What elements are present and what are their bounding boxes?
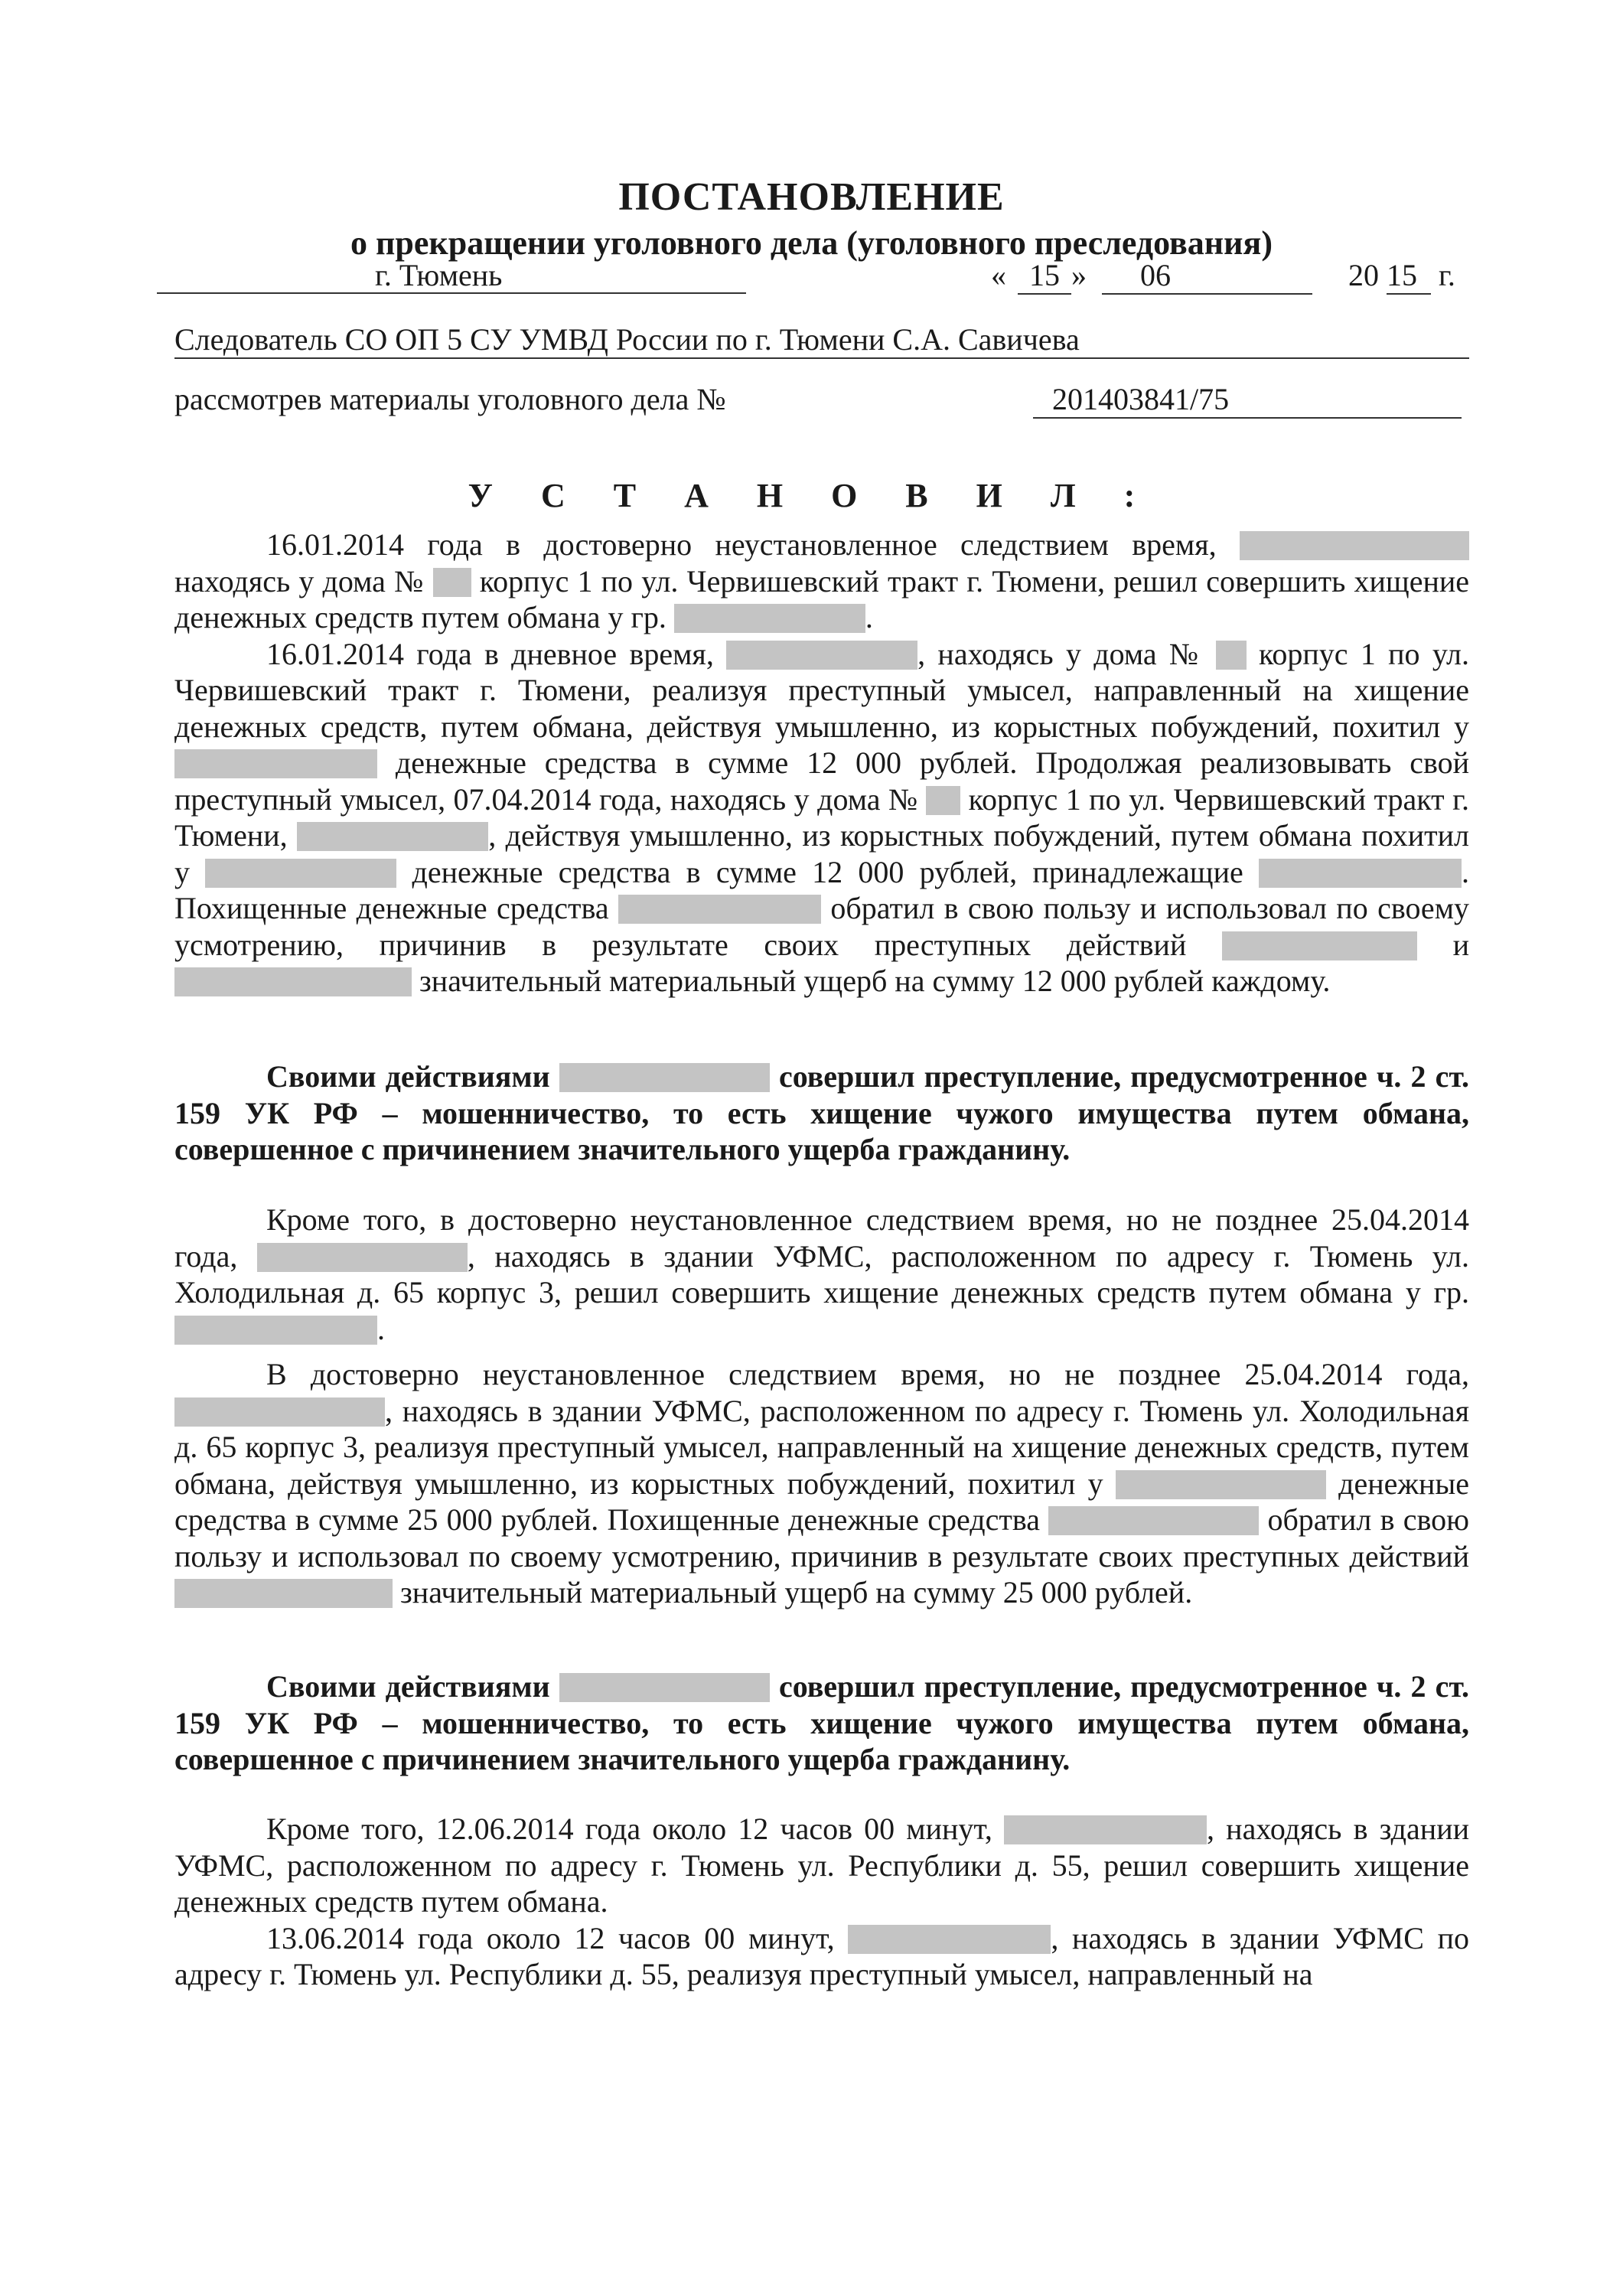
paragraph: В достоверно неустановленное следствием время, но не позднее 25.04.2014 года, , находясь в здании УФМС, расположенном по адресу г. Тюмень ул. Холодильная д. 65 корпус 3, реализуя преступный умысел, направленный на хищение денежных средств, путем обмана, действуя умышленно, из корыстных побуждений, похитил у денежные средства в сумме 25 000 рублей. Похищенные денежные средства обратил в свою пользу и использовал по своему усмотрению, причинив в результате своих преступных действий значительный материальный ущерб на сумму 25 000 рублей.	[174, 1357, 1470, 1609]
date-year-unit: г.	[1439, 258, 1455, 292]
body-block-2	[174, 1202, 1469, 1611]
redaction	[1240, 531, 1469, 560]
qualification-block-2	[174, 1668, 1469, 1778]
case-number: 201403841/75	[1033, 381, 1462, 419]
redaction	[848, 1925, 1051, 1954]
redaction	[726, 641, 917, 670]
redaction	[174, 1316, 377, 1345]
date-quote-open: «	[991, 258, 1006, 292]
case-label: рассмотрев материалы уголовного дела №	[174, 382, 726, 416]
investigator-underline	[174, 357, 1469, 359]
paragraph: 16.01.2014 года в достоверно неустановленное следствием время, находясь у дома № корпус 1 по ул. Червишевский тракт г. Тюмени, решил совершить хищение денежных средств путем обмана у гр. .	[174, 527, 1470, 634]
redaction	[433, 568, 471, 597]
redaction	[1259, 859, 1462, 888]
paragraph: 13.06.2014 года около 12 часов 00 минут, , находясь в здании УФМС по адресу г. Тюмень ул. Республики д. 55, реализуя преступный умысел, направленный на	[174, 1920, 1470, 1991]
paragraph: Своими действиями совершил преступление, предусмотренное ч. 2 ст. 159 УК РФ – мошенничество, то есть хищение чужого имущества путем обмана, совершенное с причинением значительного ущерба гражданину.	[174, 1059, 1470, 1166]
paragraph: Кроме того, 12.06.2014 года около 12 часов 00 минут, , находясь в здании УФМС, расположенном по адресу г. Тюмень ул. Республики д. 55, решил совершить хищение денежных средств путем обмана.	[174, 1812, 1470, 1919]
body-block-1	[174, 527, 1469, 1000]
redaction	[618, 895, 821, 924]
investigator-line: Следователь СО ОП 5 СУ УМВД России по г. Тюмени С.А. Савичева	[174, 322, 1080, 357]
date-year-suffix: 15	[1387, 257, 1431, 295]
redaction	[926, 786, 960, 815]
paragraph: Своими действиями совершил преступление, предусмотренное ч. 2 ст. 159 УК РФ – мошенничество, то есть хищение чужого имущества путем обмана, совершенное с причинением значительного ущерба гражданину.	[174, 1669, 1470, 1776]
place: г. Тюмень	[375, 258, 503, 292]
redaction	[257, 1243, 468, 1272]
redaction	[1048, 1506, 1259, 1535]
redaction	[1222, 931, 1417, 960]
document-subtitle: о прекращении уголовного дела (уголовного преследования)	[350, 224, 1273, 262]
redaction	[174, 1397, 385, 1427]
redaction	[1216, 641, 1247, 670]
redaction	[297, 822, 488, 851]
established-heading: У С Т А Н О В И Л :	[468, 477, 1155, 514]
redaction	[1004, 1815, 1207, 1844]
redaction	[205, 859, 396, 888]
paragraph: Кроме того, в достоверно неустановленное следствием время, но не позднее 25.04.2014 года, , находясь в здании УФМС, расположенном по адресу г. Тюмень ул. Холодильная д. 65 корпус 3, решил совершить хищение денежных средств путем обмана у гр. .	[174, 1202, 1469, 1346]
redaction	[559, 1063, 770, 1092]
redaction	[1116, 1470, 1326, 1499]
date-quote-close: »	[1071, 258, 1087, 292]
date-month: 06	[1102, 257, 1312, 295]
redaction	[174, 749, 377, 778]
redaction	[174, 967, 412, 996]
redaction	[559, 1673, 770, 1702]
qualification-block-1	[174, 1058, 1469, 1168]
paragraph: 16.01.2014 года в дневное время, , находясь у дома № корпус 1 по ул. Червишевский тракт г. Тюмени, реализуя преступный умысел, направленный на хищение денежных средств, путем обмана, действуя умышленно, из корыстных побуждений, похитил у денежные средства в сумме 12 000 рублей. Продолжая реализовывать свой преступный умысел, 07.04.2014 года, находясь у дома № корпус 1 по ул. Червишевский тракт г. Тюмени, , действуя умышленно, из корыстных побуждений, путем обмана похитил у денежные средства в сумме 12 000 рублей, принадлежащие . Похищенные денежные средства обратил в свою пользу и использовал по своему усмотрению, причинив в результате своих преступных действий и значительный материальный ущерб на сумму 12 000 рублей каждому.	[174, 636, 1470, 998]
date-year-prefix: 20	[1348, 258, 1379, 292]
redaction	[674, 604, 865, 633]
redaction	[174, 1579, 393, 1608]
body-block-3	[174, 1811, 1469, 1993]
document-title: ПОСТАНОВЛЕНИЕ	[618, 175, 1005, 219]
date-day: 15	[1018, 257, 1071, 295]
